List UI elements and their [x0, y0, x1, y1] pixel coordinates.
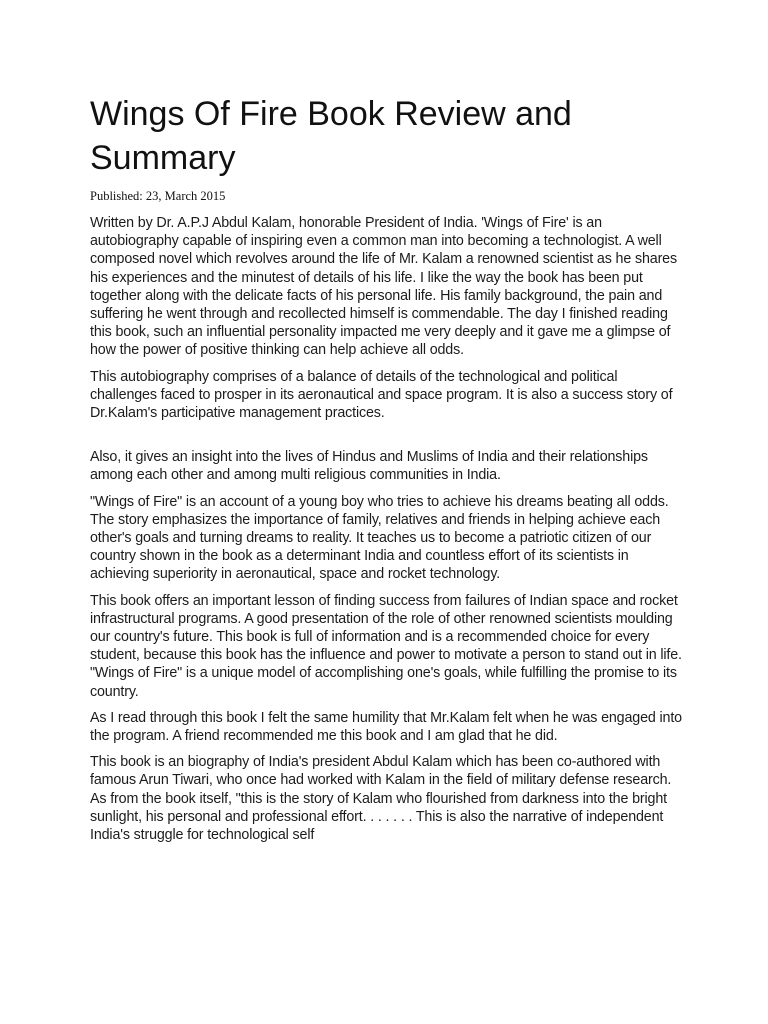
paragraph-insight: Also, it gives an insight into the lives of Hindus and Muslims of India and their relationships among each other and among multi religious communities in India.: [90, 449, 648, 484]
article: [90, 92, 682, 852]
paragraph-humility: As I read through this book I felt the same humility that Mr.Kalam felt when he was engaged into the program. A friend recommended me this book and I am glad that he did.: [90, 709, 682, 745]
article-title: Wings Of Fire Book Review and Summary: [90, 95, 572, 177]
paragraph-lesson: This book offers an important lesson of finding success from failures of Indian space and rocket infrastructural programs. A good presentation of the role of other renowned scientists moulding our country's future. This book is full of information and is a recommended choice for every student, because this book has the influence and power to motivate a person to stand out in life. "Wings of Fire" is a unique model of accomplishing one's goals, while fulfilling the promise to its country.: [90, 592, 682, 700]
published-date: Published: 23, March 2015: [90, 189, 226, 203]
paragraph-account: "Wings of Fire" is an account of a young boy who tries to achieve his dreams beating all odds. The story emphasizes the importance of family, relatives and friends in helping achieve each other's goals and turning dreams to reality. It teaches us to become a patriotic citizen of our country shown in the book as a determinant India and countless effort of its scientists in achieving superiority in aeronautical, space and rocket technology.: [90, 493, 669, 583]
paragraph-intro: Written by Dr. A.P.J Abdul Kalam, honorable President of India. 'Wings of Fire' is an autobiography capable of inspiring even a common man into becoming a technologist. A well composed novel which revolves around the life of Mr. Kalam a renowned scientist as he shares his experiences and the minutest of details of his life. I like the way the book has been put together along with the delicate facts of his personal life. His family background, the pain and suffering he went through and recollected himself is commendable. The day I finished reading this book, such an influential personality impacted me very deeply and it gave me a glimpse of how the power of positive thinking can help achieve all odds.: [90, 215, 677, 359]
paragraph-biography: This book is an biography of India's president Abdul Kalam which has been co-authored with famous Arun Tiwari, who once had worked with Kalam in the field of military defense research. As from the book itself, "this is the story of Kalam who flourished from darkness into the bright sunlight, his personal and professional effort. . . . . . . This is also the narrative of independent India's struggle for technological self: [90, 754, 672, 844]
paragraph-balance: This autobiography comprises of a balance of details of the technological and political challenges faced to prosper in its aeronautical and space program. It is also a success story of Dr.Kalam's participative management practices.: [90, 368, 673, 422]
